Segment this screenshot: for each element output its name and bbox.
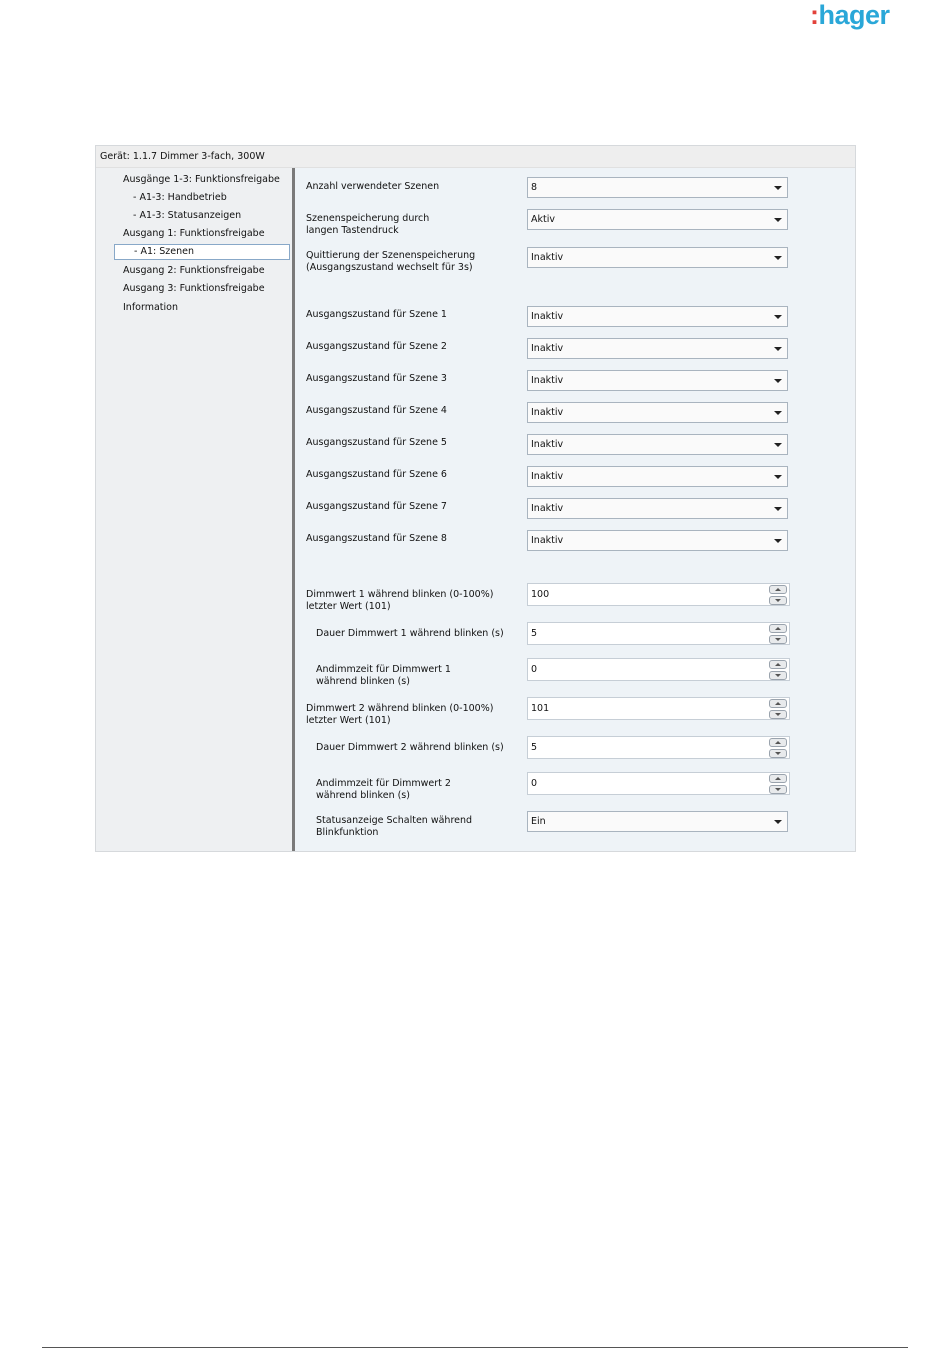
- spin-down-icon[interactable]: [769, 710, 787, 719]
- label-szene-1: Ausgangszustand für Szene 1: [306, 309, 447, 320]
- tree-item-handbetrieb[interactable]: - A1-3: Handbetrieb: [133, 192, 227, 203]
- tree-item-a1-szenen[interactable]: - A1: Szenen: [114, 244, 290, 260]
- label-dauer-dimmwert-2: Dauer Dimmwert 2 während blinken (s): [316, 742, 504, 753]
- spin-down-icon[interactable]: [769, 596, 787, 605]
- chevron-down-icon: [774, 539, 782, 543]
- hager-logo: :hager: [810, 0, 890, 30]
- chevron-down-icon: [774, 186, 782, 190]
- parameter-tree: [96, 168, 292, 851]
- szene-4-select[interactable]: Inaktiv: [527, 402, 788, 423]
- tree-item-information[interactable]: Information: [123, 302, 178, 313]
- spin-down-icon[interactable]: [769, 671, 787, 680]
- tree-item-ausgang2-funktionsfreigabe[interactable]: Ausgang 2: Funktionsfreigabe: [123, 265, 265, 276]
- spin-down-icon[interactable]: [769, 635, 787, 644]
- footer-divider: [42, 1347, 908, 1348]
- parameter-window: [95, 145, 856, 852]
- andimmzeit-1-stepper[interactable]: 0: [527, 658, 790, 681]
- label-anzahl-szenen: Anzahl verwendeter Szenen: [306, 181, 440, 192]
- label-andimmzeit-2: Andimmzeit für Dimmwert 2 während blinken (s): [316, 778, 451, 801]
- szene-3-select[interactable]: Inaktiv: [527, 370, 788, 391]
- spin-up-icon[interactable]: [769, 699, 787, 708]
- label-szene-2: Ausgangszustand für Szene 2: [306, 341, 447, 352]
- dimmwert-2-stepper[interactable]: 101: [527, 697, 790, 720]
- label-szenenspeicherung: Szenenspeicherung durch langen Tastendruck: [306, 213, 430, 236]
- chevron-down-icon: [774, 507, 782, 511]
- chevron-down-icon: [774, 218, 782, 222]
- chevron-down-icon: [774, 820, 782, 824]
- tree-item-statusanzeigen[interactable]: - A1-3: Statusanzeigen: [133, 210, 242, 221]
- szene-5-select[interactable]: Inaktiv: [527, 434, 788, 455]
- chevron-down-icon: [774, 347, 782, 351]
- spin-down-icon[interactable]: [769, 749, 787, 758]
- andimmzeit-2-stepper[interactable]: 0: [527, 772, 790, 795]
- label-szene-3: Ausgangszustand für Szene 3: [306, 373, 447, 384]
- label-szene-6: Ausgangszustand für Szene 6: [306, 469, 447, 480]
- szenenspeicherung-select[interactable]: Aktiv: [527, 209, 788, 230]
- quittierung-select[interactable]: Inaktiv: [527, 247, 788, 268]
- chevron-down-icon: [774, 315, 782, 319]
- spin-down-icon[interactable]: [769, 785, 787, 794]
- label-szene-8: Ausgangszustand für Szene 8: [306, 533, 447, 544]
- label-dauer-dimmwert-1: Dauer Dimmwert 1 während blinken (s): [316, 628, 504, 639]
- chevron-down-icon: [774, 256, 782, 260]
- dimmwert-1-stepper[interactable]: 100: [527, 583, 790, 606]
- spin-up-icon[interactable]: [769, 774, 787, 783]
- label-szene-5: Ausgangszustand für Szene 5: [306, 437, 447, 448]
- statusanzeige-select[interactable]: Ein: [527, 811, 788, 832]
- anzahl-szenen-select[interactable]: 8: [527, 177, 788, 198]
- tree-item-ausgang1-funktionsfreigabe[interactable]: Ausgang 1: Funktionsfreigabe: [123, 228, 265, 239]
- chevron-down-icon: [774, 475, 782, 479]
- tree-item-ausgaenge-funktionsfreigabe[interactable]: Ausgänge 1-3: Funktionsfreigabe: [123, 174, 280, 185]
- label-szene-7: Ausgangszustand für Szene 7: [306, 501, 447, 512]
- tree-item-ausgang3-funktionsfreigabe[interactable]: Ausgang 3: Funktionsfreigabe: [123, 283, 265, 294]
- chevron-down-icon: [774, 443, 782, 447]
- spin-up-icon[interactable]: [769, 660, 787, 669]
- label-dimmwert-2: Dimmwert 2 während blinken (0-100%) letzter Wert (101): [306, 703, 494, 726]
- parameter-panel: [296, 168, 855, 851]
- chevron-down-icon: [774, 379, 782, 383]
- label-dimmwert-1: Dimmwert 1 während blinken (0-100%) letzter Wert (101): [306, 589, 494, 612]
- szene-6-select[interactable]: Inaktiv: [527, 466, 788, 487]
- spin-up-icon[interactable]: [769, 738, 787, 747]
- label-statusanzeige-schalten: Statusanzeige Schalten während Blinkfunktion: [316, 815, 473, 838]
- szene-1-select[interactable]: Inaktiv: [527, 306, 788, 327]
- dauer-dimmwert-1-stepper[interactable]: 5: [527, 622, 790, 645]
- label-quittierung: Quittierung der Szenenspeicherung (Ausgangszustand wechselt für 3s): [306, 250, 476, 273]
- szene-7-select[interactable]: Inaktiv: [527, 498, 788, 519]
- window-title: Gerät: 1.1.7 Dimmer 3-fach, 300W: [96, 146, 855, 168]
- spin-up-icon[interactable]: [769, 585, 787, 594]
- chevron-down-icon: [774, 411, 782, 415]
- panel-splitter[interactable]: [292, 168, 295, 851]
- label-andimmzeit-1: Andimmzeit für Dimmwert 1 während blinken (s): [316, 664, 451, 687]
- szene-2-select[interactable]: Inaktiv: [527, 338, 788, 359]
- szene-8-select[interactable]: Inaktiv: [527, 530, 788, 551]
- dauer-dimmwert-2-stepper[interactable]: 5: [527, 736, 790, 759]
- spin-up-icon[interactable]: [769, 624, 787, 633]
- label-szene-4: Ausgangszustand für Szene 4: [306, 405, 447, 416]
